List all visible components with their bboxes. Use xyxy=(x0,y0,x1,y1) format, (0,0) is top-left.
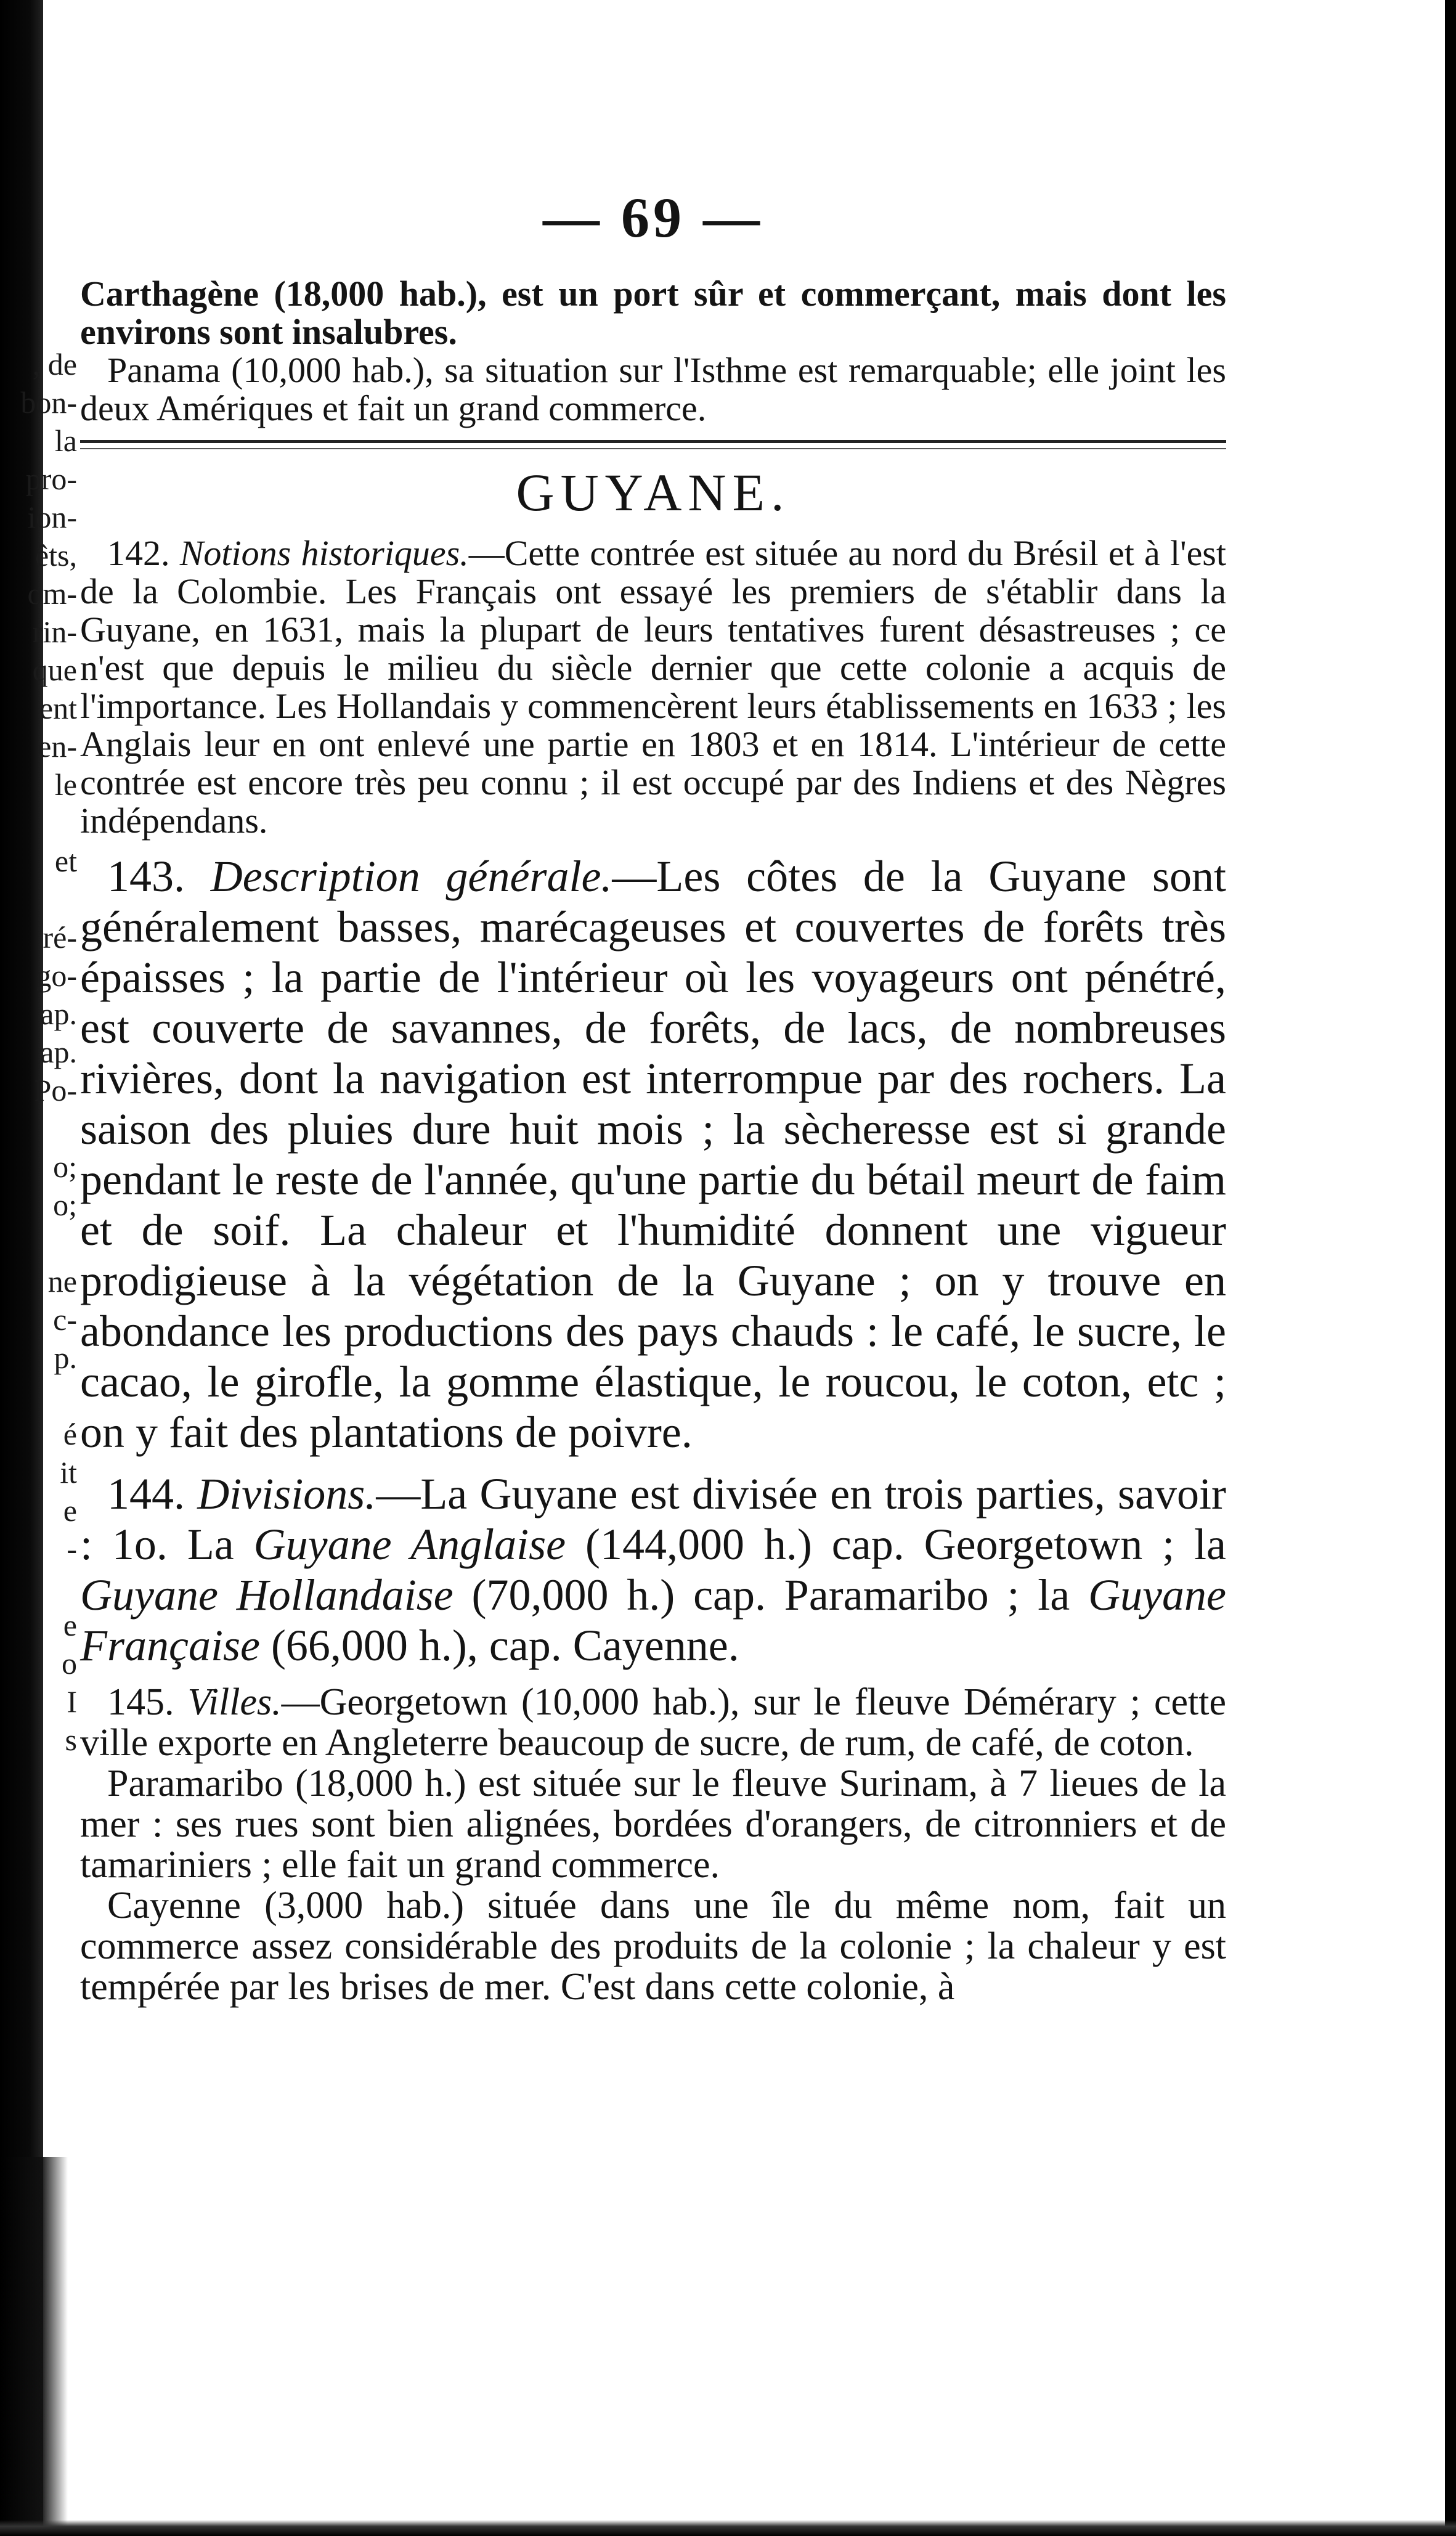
previous-page-fragment: le xyxy=(54,767,77,802)
previous-page-fragment: e xyxy=(63,1608,77,1642)
previous-page-fragment: ent xyxy=(39,691,77,725)
paragraph-text: (70,000 h.) cap. Paramaribo ; la xyxy=(453,1570,1089,1620)
previous-page-fragment: om- xyxy=(27,576,77,611)
section-title: GUYANE. xyxy=(516,463,791,522)
previous-page-fragment: s xyxy=(65,1723,77,1757)
page-edge-bottom xyxy=(0,2520,1456,2536)
division-name: Guyane Hollandaise xyxy=(80,1570,453,1620)
previous-page-fragment xyxy=(0,1224,77,1262)
previous-page-fragment: pro- xyxy=(25,462,77,496)
previous-page-fragment xyxy=(0,880,77,918)
previous-page-fragment: o; xyxy=(53,1149,77,1184)
paragraph-142 xyxy=(80,534,1226,840)
previous-page-fragment: êts, xyxy=(35,538,77,573)
previous-page-fragment: ap. xyxy=(40,997,77,1031)
previous-page-fragment: é xyxy=(63,1417,77,1451)
previous-page-fragments xyxy=(0,345,77,1759)
previous-page-fragment: ion- xyxy=(27,500,77,534)
previous-page-fragment: o xyxy=(62,1646,77,1681)
paragraph-text: (144,000 h.) cap. Georgetown ; la xyxy=(566,1520,1226,1569)
paragraph-number: 144. xyxy=(107,1469,185,1519)
previous-page-fragment: I xyxy=(67,1684,77,1719)
previous-page-fragment: bon- xyxy=(20,385,77,420)
previous-page-fragment: e xyxy=(63,1493,77,1528)
previous-page-fragment: la xyxy=(54,423,77,458)
previous-page-fragment: it xyxy=(60,1455,77,1490)
paragraph-text: —Cette contrée est située au nord du Brésil et à l'est de la Colombie. Les Français ont essayé les premiers de s'établir dans la Guyane, en 1631, mais la plupart de leurs tentatives furent désastreuses ; ce n'est que depuis le milieu du siècle dernier que cette colonie a acquis de l'importance. Les Hollandais y commencèrent leurs établissements en 1633 ; les Anglais leur en ont enlevé une partie en 1803 et en 1814. L'intérieur de cette contrée est encore très peu connu ; il est occupé par des Indiens et des Nègres indépendans. xyxy=(80,533,1226,841)
paragraph-text: —La Guyane est divisée en trois parties, savoir : 1o. La xyxy=(80,1469,1226,1569)
previous-page-fragment: rin- xyxy=(32,614,77,649)
paragraph-cayenne: Cayenne (3,000 hab.) située dans une île du même nom, fait un commerce assez considérable des produits de la colonie ; la chaleur y est tempérée par les brises de mer. C'est dans cette colonie, à xyxy=(80,1885,1226,2008)
previous-page-fragment: Po- xyxy=(34,1073,77,1107)
page-number: — 69 — xyxy=(543,186,763,249)
paragraph-text: (66,000 h.), cap. Cayenne. xyxy=(259,1621,739,1670)
previous-page-fragment: , de xyxy=(32,347,77,381)
previous-page-fragment: ne xyxy=(47,1264,77,1299)
page-edge-right xyxy=(1445,0,1456,2536)
intro-carthagene: Carthagène (18,000 hab.), est un port sûr et commerçant, mais dont les environs sont insalubres. xyxy=(80,274,1226,352)
previous-page-fragment: go- xyxy=(36,958,77,993)
paragraph-143 xyxy=(80,851,1226,1458)
previous-page-fragment: que xyxy=(32,653,77,687)
section-divider xyxy=(80,440,1226,449)
division-name: Guyane Française xyxy=(80,1570,1226,1670)
paragraph-text: —Les côtes de la Guyane sont généralement basses, marécageuses et couvertes de forêts très épaisses ; la partie de l'intérieur où les voyageurs ont pénétré, est couverte de savannes, de forêts, de lacs, de nombreuses rivières, dont la navigation est interrompue par des rochers. La saison des pluies dure huit mois ; la sècheresse est si grande pendant le reste de l'année, qu'une partie du bétail meurt de faim et de soif. La chaleur et l'humidité donnent une vigueur prodigieuse à la végétation de la Guyane ; on y trouve en abondance les productions des pays chauds : le café, le sucre, le cacao, le girofle, la gomme élastique, le roucou, le coton, etc ; on y fait des plantations de poivre. xyxy=(80,852,1227,1457)
paragraph-paramaribo: Paramaribo (18,000 h.) est située sur le fleuve Surinam, à 7 lieues de la mer : ses rues sont bien alignées, bordées d'orangers, de citronniers et de tamariniers ; elle fait un grand commerce. xyxy=(80,1763,1226,1886)
previous-page-fragment: et xyxy=(54,844,77,878)
paragraph-heading: Description générale. xyxy=(210,852,612,901)
previous-page-fragment xyxy=(0,1109,77,1148)
previous-page-fragment: ré- xyxy=(43,920,77,955)
previous-page-fragment: - xyxy=(67,1531,77,1566)
previous-page-fragment xyxy=(0,1568,77,1606)
previous-page-fragment: c- xyxy=(53,1302,77,1337)
previous-page-fragment: o; xyxy=(53,1188,77,1222)
previous-page-fragment xyxy=(0,1377,77,1415)
paragraph-number: 145. xyxy=(107,1681,174,1723)
page xyxy=(80,185,1226,2007)
paragraph-heading: Notions historiques. xyxy=(179,533,469,573)
paragraph-heading: Villes. xyxy=(187,1681,282,1723)
previous-page-fragment: p. xyxy=(54,1340,77,1375)
book-spine-shadow-lower xyxy=(0,2157,68,2536)
previous-page-fragment xyxy=(0,804,77,842)
paragraph-number: 143. xyxy=(107,852,185,901)
intro-panama: Panama (10,000 hab.), sa situation sur l'Isthme est remarquable; elle joint les deux Amériques et fait un grand commerce. xyxy=(80,350,1226,428)
previous-page-fragment: en- xyxy=(38,729,77,764)
division-name: Guyane Anglaise xyxy=(253,1520,566,1569)
paragraph-number: 142. xyxy=(107,533,170,573)
paragraph-144 xyxy=(80,1469,1226,1671)
paragraph-text: —Georgetown (10,000 hab.), sur le fleuve Démérary ; cette ville exporte en Angleterre beaucoup de sucre, de rum, de café, de coton. xyxy=(80,1681,1226,1764)
paragraph-heading: Divisions. xyxy=(197,1469,376,1519)
paragraph-145 xyxy=(80,1682,1226,1763)
previous-page-fragment: ap. xyxy=(40,1035,77,1069)
